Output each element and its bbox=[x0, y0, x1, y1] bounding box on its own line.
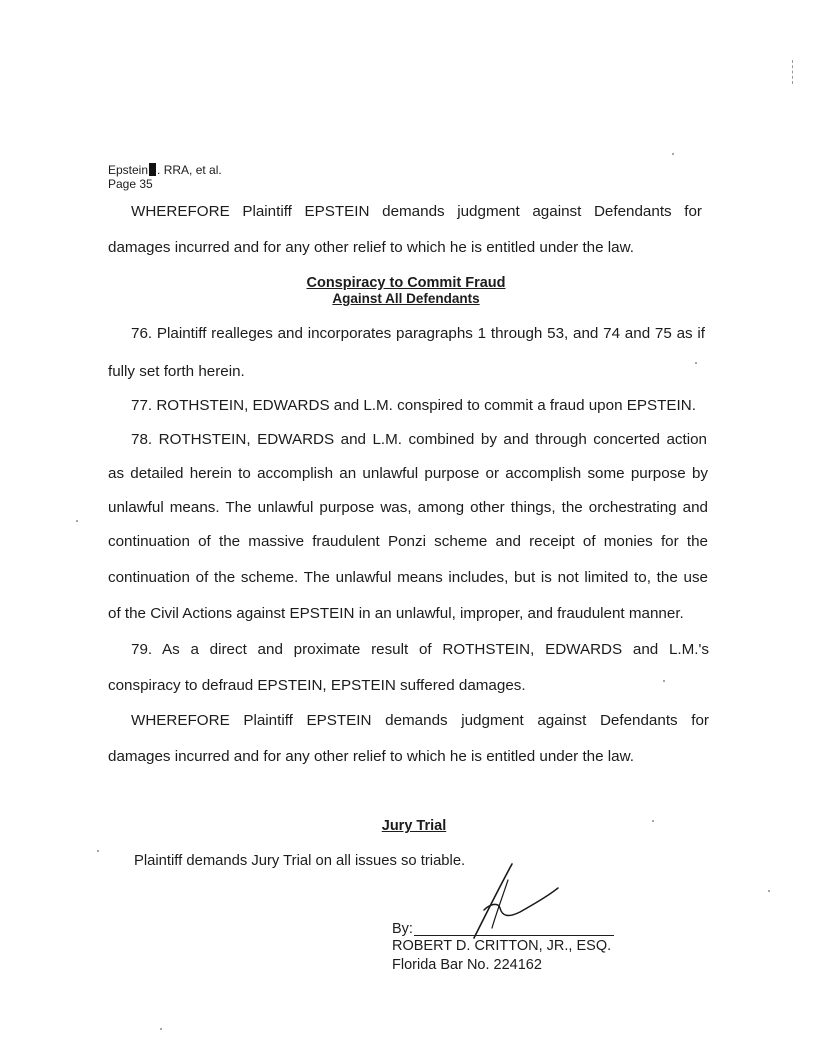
scan-artifact bbox=[792, 60, 794, 84]
wherefore-paragraph-1-line-2: damages incurred and for any other relief to which he is entitled under the law. bbox=[108, 239, 634, 256]
paragraph-78-line-3: unlawful means. The unlawful purpose was, among other things, the orchestrating and bbox=[108, 499, 708, 516]
signature-by-label: By: bbox=[392, 921, 413, 937]
paragraph-78-line-4: continuation of the massive fraudulent Ponzi scheme and receipt of monies for the bbox=[108, 533, 708, 550]
section-subheading-defendants: Against All Defendants bbox=[332, 291, 480, 306]
page-number: Page 35 bbox=[108, 177, 153, 191]
scan-speck bbox=[695, 362, 697, 364]
attorney-name: ROBERT D. CRITTON, JR., ESQ. bbox=[392, 938, 612, 954]
scan-speck bbox=[768, 890, 770, 892]
jury-trial-heading: Jury Trial bbox=[381, 818, 447, 834]
wherefore-paragraph-1-line-1: WHEREFORE Plaintiff EPSTEIN demands judgment against Defendants for bbox=[131, 203, 702, 220]
jury-trial-demand: Plaintiff demands Jury Trial on all issues so triable. bbox=[134, 853, 466, 869]
scan-speck bbox=[663, 680, 665, 682]
scan-speck bbox=[652, 820, 654, 822]
signature-line bbox=[414, 935, 614, 936]
florida-bar-number: Florida Bar No. 224162 bbox=[392, 957, 542, 973]
paragraph-78-line-1: 78. ROTHSTEIN, EDWARDS and L.M. combined by and through concerted action bbox=[131, 431, 707, 448]
case-caption bbox=[108, 163, 222, 177]
paragraph-78-line-6: of the Civil Actions against EPSTEIN in an unlawful, improper, and fraudulent manner. bbox=[108, 605, 684, 622]
paragraph-78-line-2: as detailed herein to accomplish an unlawful purpose or accomplish some purpose by bbox=[108, 465, 708, 482]
paragraph-76-line-1: 76. Plaintiff realleges and incorporates paragraphs 1 through 53, and 74 and 75 as if bbox=[131, 325, 705, 342]
case-caption-defendants: . RRA, et al. bbox=[157, 163, 222, 177]
wherefore-paragraph-2-line-2: damages incurred and for any other relief to which he is entitled under the law. bbox=[108, 748, 634, 765]
section-heading-conspiracy: Conspiracy to Commit Fraud bbox=[306, 275, 506, 291]
case-caption-plaintiff: Epstein bbox=[108, 163, 149, 177]
redaction-bar bbox=[149, 163, 156, 176]
scan-speck bbox=[97, 850, 99, 852]
paragraph-79-line-1: 79. As a direct and proximate result of ROTHSTEIN, EDWARDS and L.M.'s bbox=[131, 641, 709, 658]
scan-speck bbox=[76, 520, 78, 522]
paragraph-79-line-2: conspiracy to defraud EPSTEIN, EPSTEIN suffered damages. bbox=[108, 677, 526, 694]
paragraph-77: 77. ROTHSTEIN, EDWARDS and L.M. conspired to commit a fraud upon EPSTEIN. bbox=[131, 397, 696, 414]
handwritten-signature bbox=[450, 858, 570, 942]
scan-speck bbox=[672, 153, 674, 155]
scan-speck bbox=[160, 1028, 162, 1030]
wherefore-paragraph-2-line-1: WHEREFORE Plaintiff EPSTEIN demands judgment against Defendants for bbox=[131, 712, 709, 729]
paragraph-78-line-5: continuation of the scheme. The unlawful means includes, but is not limited to, the use bbox=[108, 569, 708, 586]
paragraph-76-line-2: fully set forth herein. bbox=[108, 363, 245, 380]
